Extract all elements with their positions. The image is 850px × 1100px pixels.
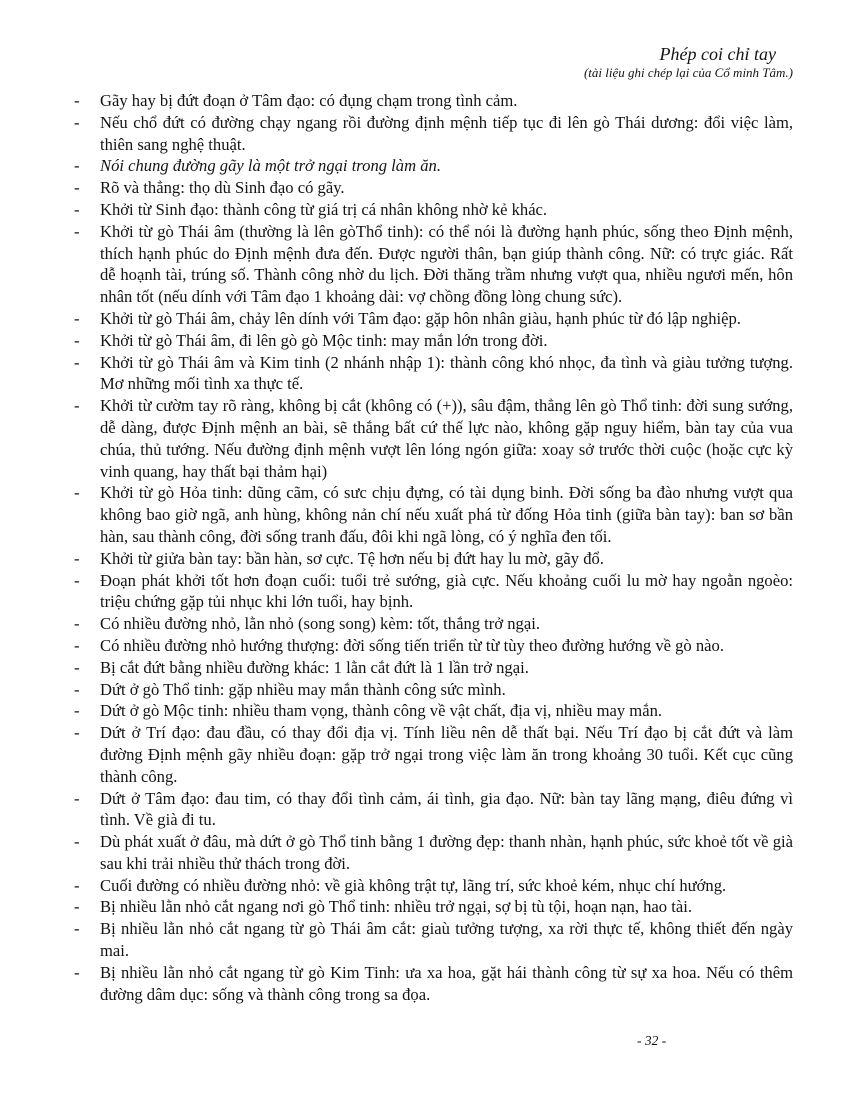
list-item [74,962,793,1006]
list-item [74,918,793,962]
list-item [74,199,793,221]
list-item-text: Đoạn phát khởi tốt hơn đoạn cuối: tuổi trẻ sướng, già cực. Nếu khoảng cuối lu mờ hay ngoằn ngoèo: triệu chứng gặp tủi nhục khi lớn tuổi, hay bịnh. [100,570,793,612]
bullet-dash: - [74,657,80,677]
bullet-dash: - [74,396,80,416]
list-item [74,90,793,112]
bullet-dash: - [74,221,80,241]
bullet-dash: - [74,788,80,808]
bullet-dash: - [74,875,80,895]
list-item [74,482,793,547]
list-item-text: Rõ và thẳng: thọ dù Sinh đạo có gãy. [100,178,345,198]
list-item [74,221,793,308]
bullet-dash: - [74,832,80,852]
bullet-dash: - [74,570,80,590]
list-item [74,155,793,177]
list-item-text: Bị nhiều lằn nhỏ cắt ngang từ gò Thái âm cắt: giaù tưởng tượng, xa rời thực tế, không thiết đến ngày mai. [100,919,793,961]
bullet-dash: - [74,112,80,132]
list-item [74,875,793,897]
bullet-dash: - [74,178,80,198]
bullet-dash: - [74,723,80,743]
list-item [74,352,793,396]
list-item [74,722,793,787]
list-item-text: Dứt ở gò Mộc tinh: nhiều tham vọng, thành công về vật chất, địa vị, nhiều may mắn. [100,701,663,721]
bullet-dash: - [74,701,80,721]
bullet-dash: - [74,614,80,634]
list-item [74,896,793,918]
list-item-text: Dứt ở Tâm đạo: đau tim, có thay đổi tình cảm, ái tình, gia đạo. Nữ: bàn tay lãng mạng, điêu đứng vì tình. Về già đi tu. [100,788,793,830]
bullet-dash: - [74,352,80,372]
bullet-dash: - [74,91,80,110]
list-item-text: Dù phát xuất ở đâu, mà dứt ở gò Thổ tinh bằng 1 đường đẹp: thanh nhàn, hạnh phúc, sức khoẻ tốt về già sau khi trải nhiều thử thách trong đời. [100,832,793,873]
bullet-dash: - [74,919,80,939]
list-item-text: Dứt ở Trí đạo: đau đầu, có thay đổi địa vị. Tính liều nên dễ thất bại. Nếu Trí đạo bị cắt đứt và làm đường Định mệnh gãy nhiều đoạn: gặp trở ngại trong việc làm ăn trong khoảng 30 tuổi. Kết cục cũng thành công. [100,723,793,786]
list-item-text: Gãy hay bị đứt đoạn ở Tâm đạo: có đụng chạm trong tình cảm. [100,91,518,110]
list-item [74,177,793,199]
bullet-dash: - [74,962,80,982]
bullet-dash: - [74,308,80,328]
bullet-dash: - [74,199,80,219]
list-item [74,613,793,635]
list-item-text: Nói chung đường gãy là một trở ngại trong làm ăn. [100,156,441,176]
list-item [74,700,793,722]
list-item [74,635,793,657]
list-item-text: Khởi từ giửa bàn tay: bần hàn, sơ cực. Tệ hơn nếu bị đứt hay lu mờ, gãy đổ. [100,548,604,568]
list-item [74,657,793,679]
bullet-list [74,90,793,1005]
list-item-text: Khởi từ gò Thái âm (thường là lên gòThổ tinh): có thể nói là đường hạnh phúc, sống theo Định mệnh, thích hạnh phúc do Định mệnh đưa đến. Được người thân, bạn giúp thành công. Nữ: có trực giác. Rất dễ hoạnh tài, trúng số. Thành công nhờ du lịch. Đời thăng trầm nhưng vượt qua, nhiều ngươi mến, hôn nhân tốt (nếu dính với Tâm đạo 1 khoảng dài: vợ chồng đồng lòng chung sức). [100,221,793,307]
list-item-text: Khởi từ Sinh đạo: thành công từ giá trị cá nhân không nhờ kẻ khác. [100,199,548,219]
list-item [74,395,793,482]
list-item [74,548,793,570]
bullet-dash: - [74,679,80,699]
list-item [74,570,793,614]
document-subtitle: (tài liệu ghi chép lại của Cổ minh Tâm.) [583,65,793,80]
list-item-text: Có nhiều đường nhỏ hướng thượng: đời sống tiến triển từ từ tùy theo đường hướng về gò nào. [100,635,724,655]
list-item-text: Dứt ở gò Thổ tinh: gặp nhiều may mắn thành công sức mình. [100,679,506,699]
list-item-text: Cuối đường có nhiều đường nhỏ: về già không trật tự, lãng trí, sức khoẻ kém, nhục chí hướng. [100,875,727,895]
list-item-text: Bị nhiều lằn nhỏ cắt ngang từ gò Kim Tinh: ưa xa hoa, gặt hái thành công từ sự xa hoa. Nếu có thêm đường dâm dục: sống và thành công trong sa đọa. [100,962,793,1004]
list-item [74,308,793,330]
list-item-text: Khởi từ gò Thái âm, chảy lên dính với Tâm đạo: gặp hôn nhân giàu, hạnh phúc từ đó lập nghiệp. [100,308,741,328]
bullet-dash: - [74,156,80,176]
list-item-text: Khởi từ gò Hỏa tinh: dũng cãm, có sưc chịu đựng, có tài dụng binh. Đời sống ba đào nhưng vượt qua không bao giờ ngã, anh hùng, không nản chí nếu xuất phá từ đống Hỏa tinh (giữa bàn tay): ban sơ bần hàn, sau thành công, đời sống tranh đấu, đôi khi ngã lòng, có ý nghĩa đen tối. [100,483,793,546]
page-number: - 32 - [637,1033,667,1048]
bullet-dash: - [74,330,80,350]
list-item [74,679,793,701]
list-item [74,330,793,352]
list-item-text: Bị cắt đứt bằng nhiều đường khác: 1 lằn cắt đứt là 1 lần trở ngại. [100,657,529,677]
list-item [74,112,793,156]
page-header [0,44,793,80]
bullet-dash: - [74,897,80,917]
bullet-dash: - [74,548,80,568]
list-item [74,788,793,832]
list-item-text: Nếu chổ đứt có đường chạy ngang rồi đường định mệnh tiếp tục đi lên gò Thái dương: đổi việc làm, thiên sang nghệ thuật. [100,112,793,154]
list-item-text: Khởi từ gò Thái âm và Kim tinh (2 nhánh nhập 1): thành công khó nhọc, đa tình và giàu tưởng tượng. Mơ những mối tình xa thực tế. [100,352,793,394]
bullet-dash: - [74,483,80,503]
list-item [74,831,793,875]
list-item-text: Bị nhiều lằn nhỏ cắt ngang nơi gò Thổ tinh: nhiều trở ngại, sợ bị tù tội, hoạn nạn, hao tài. [100,897,692,917]
list-item-text: Có nhiều đường nhỏ, lằn nhỏ (song song) kèm: tốt, thắng trở ngại. [100,614,540,634]
list-item-text: Khởi từ cườm tay rõ ràng, không bị cắt (không có (+)), sâu đậm, thẳng lên gò Thổ tinh: đời sung sướng, dễ dàng, được Định mệnh an bài, sẽ thắng bất cứ thế lực nào, không gặp nguy hiểm, bàn tay của vua chúa, thủ tướng. Nếu đường định mệnh vượt lên lóng ngón giữa: xoay sở trước thời cuộc (hoặc cực kỳ vinh quang, hay thất bại thảm hại) [100,396,793,481]
document-title: Phép coi chỉ tay [659,44,776,64]
bullet-dash: - [74,635,80,655]
list-item-text: Khởi từ gò Thái âm, đi lên gò gò Mộc tinh: may mắn lớn trong đời. [100,330,548,350]
